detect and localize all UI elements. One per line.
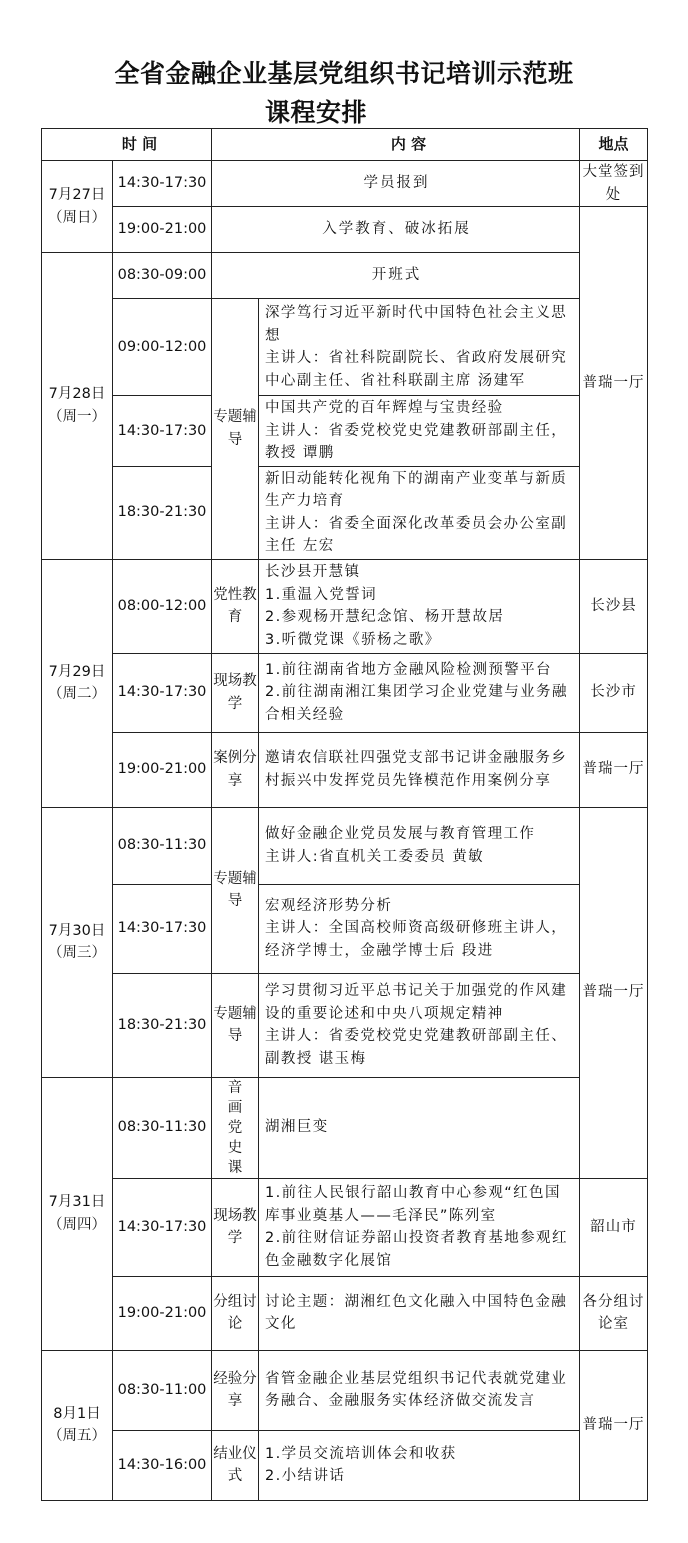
table-row [42,253,648,299]
time-cell: 14:30-16:00 [113,1430,212,1500]
date-cell: 7月28日 （周一） [42,253,113,560]
date-cell: 7月31日 （周四） [42,1077,113,1350]
category-cell: 专题辅导 [212,807,259,973]
table-row [42,973,648,1077]
table-row [42,807,648,884]
content-cell: 学习贯彻习近平总书记关于加强党的作风建设的重要论述和中央八项规定精神 主讲人：省委党校党史党建教研部副主任、副教授 谌玉梅 [259,973,580,1077]
time-cell: 18:30-21:30 [113,466,212,559]
content-cell: 学员报到 [212,161,580,207]
time-cell: 14:30-17:30 [113,653,212,732]
content-cell: 1.前往湖南省地方金融风险检测预警平台 2.前往湖南湘江集团学习企业党建与业务融合相关经验 [259,653,580,732]
table-row [42,653,648,732]
header-time: 时 间 [42,129,212,161]
content-cell: 深学笃行习近平新时代中国特色社会主义思想 主讲人：省社科院副院长、省政府发展研究中心副主任、省社科联副主席 汤建军 [259,299,580,396]
table-row [42,161,648,207]
table-row [42,732,648,807]
time-cell: 19:00-21:00 [113,732,212,807]
content-cell: 1.前往人民银行韶山教育中心参观“红色国库事业奠基人——毛泽民”陈列室 2.前往财信证券韶山投资者教育基地参观红色金融数字化展馆 [259,1178,580,1276]
content-cell: 邀请农信联社四强党支部书记讲金融服务乡村振兴中发挥党员先锋模范作用案例分享 [259,732,580,807]
table-row [42,884,648,973]
content-cell: 做好金融企业党员发展与教育管理工作 主讲人:省直机关工委委员 黄敏 [259,807,580,884]
time-cell: 14:30-17:30 [113,396,212,467]
time-cell: 09:00-12:00 [113,299,212,396]
table-row [42,1350,648,1430]
place-cell: 普瑞一厅 [580,732,648,807]
date-cell: 7月27日 （周日） [42,161,113,253]
time-cell: 08:30-11:30 [113,807,212,884]
table-row [42,559,648,653]
category-cell: 案例分享 [212,732,259,807]
table-row [42,207,648,253]
header-content: 内 容 [212,129,580,161]
content-cell: 开班式 [212,253,580,299]
table-row [42,1077,648,1178]
content-cell: 中国共产党的百年辉煌与宝贵经验 主讲人：省委党校党史党建教研部副主任，教授 谭鹏 [259,396,580,467]
place-cell: 长沙县 [580,559,648,653]
table-row [42,299,648,396]
place-cell: 普瑞一厅 [580,807,648,1178]
content-cell: 宏观经济形势分析 主讲人：全国高校师资高级研修班主讲人，经济学博士，金融学博士后 段进 [259,884,580,973]
header-place: 地点 [580,129,648,161]
page-title: 全省金融企业基层党组织书记培训示范班 [114,59,574,88]
content-cell: 讨论主题：湖湘红色文化融入中国特色金融文化 [259,1276,580,1350]
time-cell: 08:30-11:00 [113,1350,212,1430]
date-cell: 7月29日 （周二） [42,559,113,807]
table-row [42,1178,648,1276]
content-cell: 湖湘巨变 [259,1077,580,1178]
time-cell: 08:30-11:30 [113,1077,212,1178]
table-row [42,1276,648,1350]
date-cell: 7月30日 （周三） [42,807,113,1077]
page-subtitle: 课程安排 [264,98,367,127]
time-cell: 19:00-21:00 [113,1276,212,1350]
content-cell: 1.学员交流培训体会和收获 2.小结讲话 [259,1430,580,1500]
category-cell: 专题辅导 [212,299,259,560]
content-cell: 长沙县开慧镇 1.重温入党誓词 2.参观杨开慧纪念馆、杨开慧故居 3.听微党课《骄杨之歌》 [259,559,580,653]
category-cell: 现场教学 [212,1178,259,1276]
place-cell: 普瑞一厅 [580,207,648,560]
table-row [42,466,648,559]
category-cell: 专题辅导 [212,973,259,1077]
category-cell: 经验分享 [212,1350,259,1430]
category-cell: 结业仪式 [212,1430,259,1500]
time-cell: 14:30-17:30 [113,884,212,973]
category-cell: 分组讨论 [212,1276,259,1350]
category-cell: 音画党史课 [212,1077,259,1178]
place-cell: 韶山市 [580,1178,648,1276]
header-row [42,129,648,161]
date-cell: 8月1日 （周五） [42,1350,113,1500]
content-cell: 入学教育、破冰拓展 [212,207,580,253]
table-row [42,396,648,467]
category-cell: 现场教学 [212,653,259,732]
place-cell: 长沙市 [580,653,648,732]
table-row [42,1430,648,1500]
time-cell: 14:30-17:30 [113,1178,212,1276]
schedule-table [41,128,648,1501]
time-cell: 08:00-12:00 [113,559,212,653]
place-cell: 大堂签到处 [580,161,648,207]
time-cell: 18:30-21:30 [113,973,212,1077]
category-cell: 党性教育 [212,559,259,653]
content-cell: 省管金融企业基层党组织书记代表就党建业务融合、金融服务实体经济做交流发言 [259,1350,580,1430]
place-cell: 普瑞一厅 [580,1350,648,1500]
time-cell: 08:30-09:00 [113,253,212,299]
place-cell: 各分组讨论室 [580,1276,648,1350]
time-cell: 14:30-17:30 [113,161,212,207]
time-cell: 19:00-21:00 [113,207,212,253]
content-cell: 新旧动能转化视角下的湖南产业变革与新质生产力培育 主讲人：省委全面深化改革委员会办公室副主任 左宏 [259,466,580,559]
